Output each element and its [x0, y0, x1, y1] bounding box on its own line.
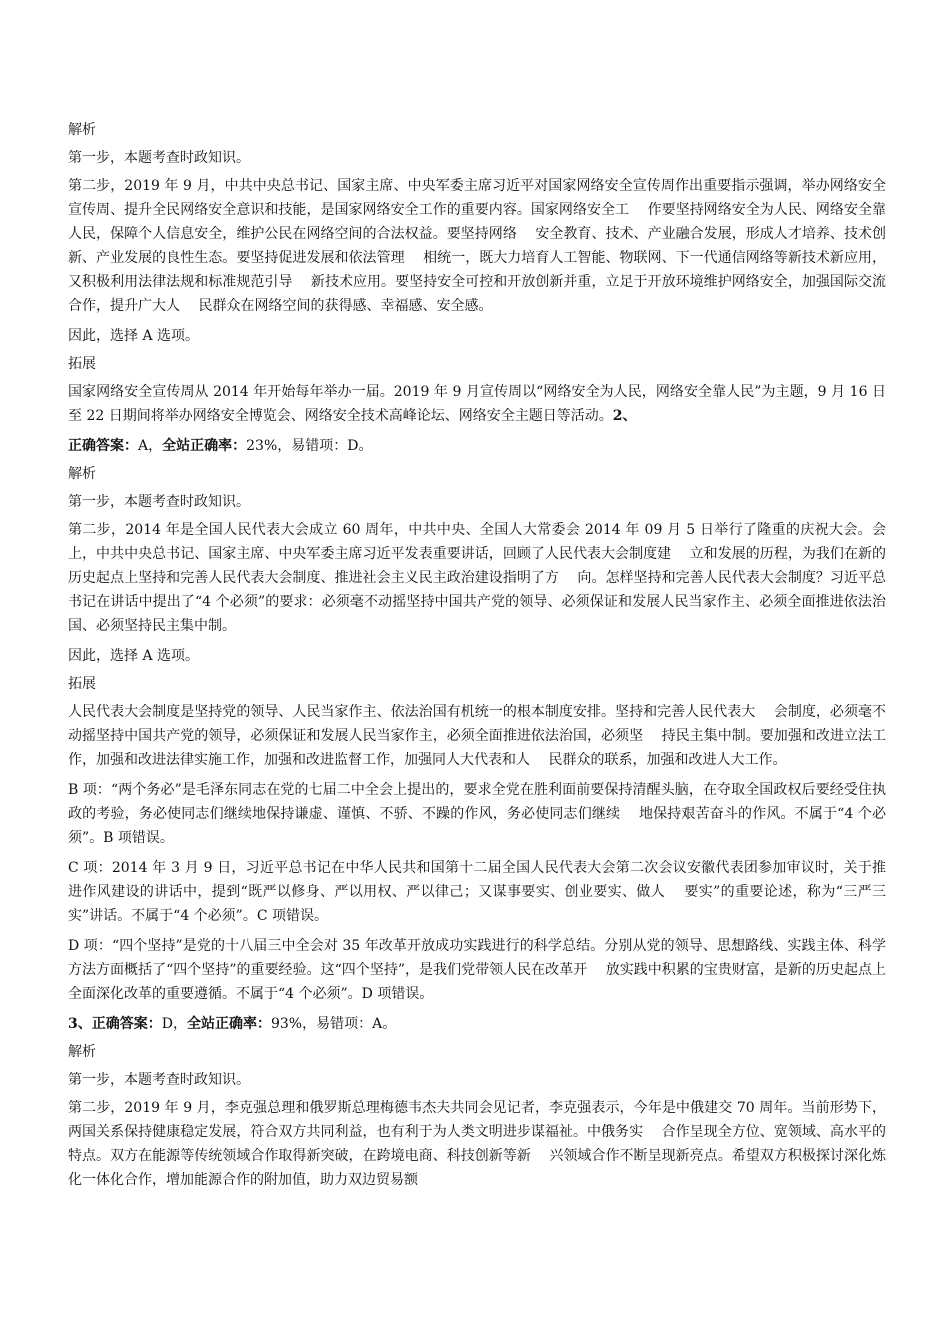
q2-step1: 第一步，本题考查时政知识。 [68, 494, 250, 510]
q3-step2: 第二步，2019 年 9 月，李克强总理和俄罗斯总理梅德韦杰夫共同会见记者，李克强表示，今年是中俄建交 70 周年。当前形势下，两国关系保持健康稳定发展，符合双方共同利益，也有利于为人类文明进步谋福祉。中俄务实 合作呈现全方位、宽领域、高水平的特点。双方在能源等传统领域合作取得新突破，在跨境电商、科技创新等新 兴领域合作不断呈现新亮点。希望双方积极探讨深化炼化一体化合作，增加能源合作的附加值，助力双边贸易额 [68, 1100, 886, 1188]
q3-answer-line [68, 1012, 886, 1036]
q1-extension-text: 国家网络安全宣传周从 2014 年开始每年举办一届。2019 年 9 月宣传周以“网络安全为人民，网络安全靠人民”为主题，9 月 16 日至 22 日期间将举办网络安全博览会、网络安全技术高峰论坛、网络安全主题日等活动。 [68, 384, 886, 424]
document-page [68, 118, 886, 1198]
q2-conclusion: 因此，选择 A 选项。 [68, 648, 200, 664]
q2-rate-value: 23%，易错项：D。 [246, 438, 373, 454]
q3-rate-label: 全站正确率： [186, 1016, 271, 1032]
q1-extension [68, 380, 886, 428]
q2-option-d: D 项：“四个坚持”是党的十八届三中全会对 35 年改革开放成功实践进行的科学总结。分别从党的领导、思想路线、实践主体、科学方法方面概括了“四个坚持”的重要经验。这“四个坚持”，是我们党带领人民在改革开 放实践中积累的宝贵财富，是新的历史起点上全面深化改革的重要遵循。不属于“4 个必须”。D 项错误。 [68, 938, 886, 1002]
q3-analysis-label: 解析 [68, 1044, 96, 1060]
q2-extension: 人民代表大会制度是坚持党的领导、人民当家作主、依法治国有机统一的根本制度安排。坚持和完善人民代表大 会制度，必须毫不动摇坚持中国共产党的领导，必须保证和发展人民当家作主，必须全面推进依法治国，必须坚 持民主集中制。要加强和改进立法工作，加强和改进法律实施工作，加强和改进监督工作，加强同人大代表和人 民群众的联系，加强和改进人大工作。 [68, 704, 886, 768]
q3-answer-value: D， [161, 1016, 187, 1032]
q3-answer-label: 3、正确答案： [68, 1016, 162, 1032]
q2-analysis-label: 解析 [68, 466, 96, 482]
q2-rate-label: 全站正确率： [162, 438, 247, 454]
q2-option-b: B 项：“两个务必”是毛泽东同志在党的七届二中全会上提出的，要求全党在胜利面前要保持清醒头脑，在夺取全国政权后要经受住执政的考验，务必使同志们继续地保持谦虚、谨慎、不骄、不躁的作风，务必使同志们继续 地保持艰苦奋斗的作风。不属于“4 个必须”。B 项错误。 [68, 782, 886, 846]
q2-number: 2、 [612, 408, 637, 424]
q1-step1: 第一步，本题考查时政知识。 [68, 150, 250, 166]
q1-conclusion: 因此，选择 A 选项。 [68, 328, 200, 344]
q1-analysis-label: 解析 [68, 122, 96, 138]
q2-option-c: C 项：2014 年 3 月 9 日，习近平总书记在中华人民共和国第十二届全国人民代表大会第二次会议安徽代表团参加审议时，关于推进作风建设的讲话中，提到“既严以修身、严以用权、严以律己；又谋事要实、创业要实、做人 要实”的重要论述，称为“三严三实”讲话。不属于“4 个必须”。C 项错误。 [68, 860, 886, 924]
q2-answer-label: 正确答案： [68, 438, 138, 454]
q3-rate-value: 93%，易错项：A。 [270, 1016, 397, 1032]
q2-extension-label: 拓展 [68, 676, 96, 692]
q2-answer-line [68, 434, 886, 458]
q1-extension-label: 拓展 [68, 356, 96, 372]
q2-step2: 第二步，2014 年是全国人民代表大会成立 60 周年，中共中央、全国人大常委会 2014 年 09 月 5 日举行了隆重的庆祝大会。会上，中共中央总书记、国家主席、中央军委主席习近平发表重要讲话，回顾了人民代表大会制度建 立和发展的历程，为我们在新的历史起点上坚持和完善人民代表大会制度、推进社会主义民主政治建设指明了方 向。怎样坚持和完善人民代表大会制度？习近平总书记在讲话中提出了“4 个必须”的要求：必须毫不动摇坚持中国共产党的领导、必须保证和发展人民当家作主、必须全面推进依法治国、必须坚持民主集中制。 [68, 522, 886, 634]
q3-step1: 第一步，本题考查时政知识。 [68, 1072, 250, 1088]
q1-step2: 第二步，2019 年 9 月，中共中央总书记、国家主席、中央军委主席习近平对国家网络安全宣传周作出重要指示强调，举办网络安全宣传周、提升全民网络安全意识和技能，是国家网络安全工作的重要内容。国家网络安全工 作要坚持网络安全为人民、网络安全靠人民，保障个人信息安全，维护公民在网络空间的合法权益。要坚持网络 安全教育、技术、产业融合发展，形成人才培养、技术创新、产业发展的良性生态。要坚持促进发展和依法管理 相统一，既大力培育人工智能、物联网、下一代通信网络等新技术新应用，又积极利用法律法规和标准规范引导 新技术应用。要坚持安全可控和开放创新并重，立足于开放环境维护网络安全，加强国际交流合作，提升广大人 民群众在网络空间的获得感、幸福感、安全感。 [68, 178, 886, 314]
q2-answer-value: A， [138, 438, 163, 454]
